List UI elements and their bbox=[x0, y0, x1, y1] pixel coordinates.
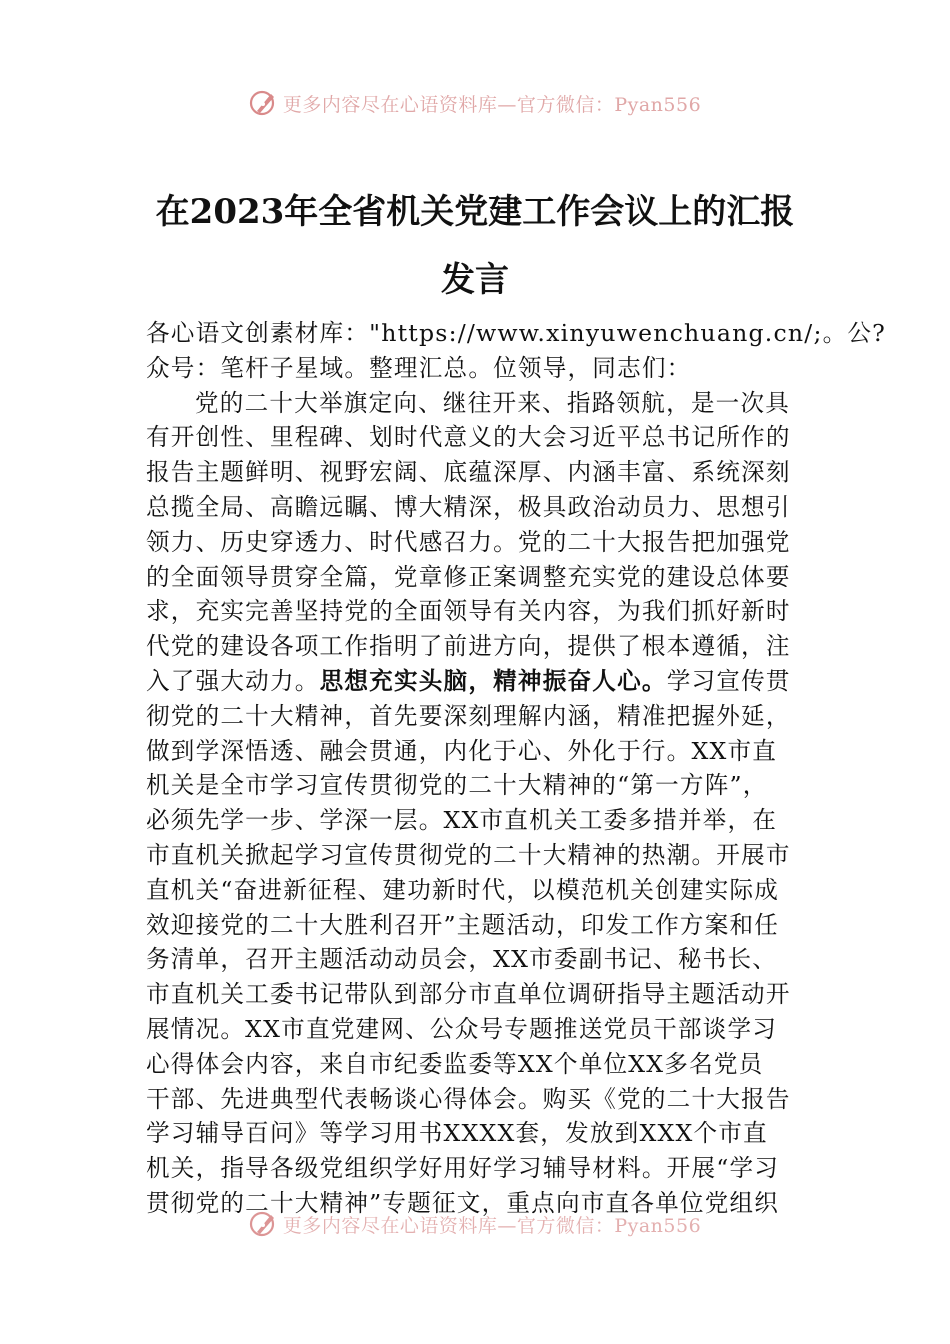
body-line: 做到学深悟透、融会贯通，内化于心、外化于行。XX市直 bbox=[146, 736, 778, 765]
body-line: 贯彻党的二十大精神”专题征文，重点向市直各单位党组织 bbox=[146, 1188, 780, 1217]
header-watermark bbox=[0, 83, 950, 123]
pen-nib-logo-icon bbox=[249, 1209, 279, 1239]
body-line: 机关，指导各级党组织学好用好学习辅导材料。开展“学习 bbox=[146, 1154, 780, 1183]
document-body bbox=[146, 316, 887, 1217]
body-line: 干部、先进典型代表畅谈心得体会。购买《党的二十大报告 bbox=[146, 1084, 791, 1113]
body-line: 必须先学一步、学深一层。XX市直机关工委多措并举，在 bbox=[146, 806, 778, 835]
inline-bold-heading: 思想充实头脑，精神振奋人心。 bbox=[319, 666, 667, 695]
body-line: 报告主题鲜明、视野宏阔、底蕴深厚、内涵丰富、系统深刻 bbox=[146, 458, 791, 487]
body-line: 机关是全市学习宣传贯彻党的二十大精神的“第一方阵”， bbox=[146, 771, 768, 800]
body-line: 领力、历史穿透力、时代感召力。党的二十大报告把加强党 bbox=[146, 527, 791, 556]
body-line: 务清单，召开主题活动动员会，XX市委副书记、秘书长、 bbox=[146, 945, 778, 974]
body-line: 心得体会内容，来自市纪委监委等XX个单位XX多名党员 bbox=[146, 1049, 764, 1078]
body-line: 总揽全局、高瞻远瞩、博大精深，极具政治动员力、思想引 bbox=[146, 492, 791, 521]
pen-nib-logo-icon bbox=[249, 88, 279, 118]
body-line: 有开创性、里程碑、划时代意义的大会习近平总书记所作的 bbox=[146, 423, 791, 452]
body-line: 代党的建设各项工作指明了前进方向，提供了根本遵循，注 bbox=[146, 632, 791, 661]
body-line: 市直机关工委书记带队到部分市直单位调研指导主题活动开 bbox=[146, 980, 791, 1009]
title-line-2: 发言 bbox=[441, 260, 509, 300]
watermark-text: 更多内容尽在心语资料库—官方微信：Pyan556 bbox=[282, 93, 702, 116]
body-line-tail: 学习宣传贯 bbox=[666, 666, 791, 695]
body-line-start: 入了强大动力。 bbox=[146, 666, 320, 695]
body-line: 效迎接党的二十大胜利召开”主题活动，印发工作方案和任 bbox=[146, 910, 780, 939]
document-title bbox=[130, 178, 820, 314]
body-line: 直机关“奋进新征程、建功新时代，以模范机关创建实际成 bbox=[146, 875, 780, 904]
body-line-with-heading bbox=[146, 664, 810, 699]
body-line: 彻党的二十大精神，首先要深刻理解内涵，精准把握外延， bbox=[146, 701, 791, 730]
paragraph-start-line: 党的二十大举旗定向、继往开来、指路领航，是一次具 bbox=[195, 388, 791, 417]
body-line: 各心语文创素材库："https://www.xinyuwenchuang.cn/;。公? bbox=[146, 319, 887, 347]
watermark-text: 更多内容尽在心语资料库—官方微信：Pyan556 bbox=[282, 1214, 702, 1237]
body-line: 的全面领导贯穿全篇，党章修正案调整充实党的建设总体要 bbox=[146, 562, 791, 591]
body-line: 市直机关掀起学习宣传贯彻党的二十大精神的热潮。开展市 bbox=[146, 840, 791, 869]
body-line: 众号：笔杆子星域。整理汇总。位领导，同志们： bbox=[146, 353, 692, 382]
body-line: 求，充实完善坚持党的全面领导有关内容，为我们抓好新时 bbox=[146, 597, 791, 626]
body-line: 展情况。XX市直党建网、公众号专题推送党员干部谈学习 bbox=[146, 1014, 778, 1043]
footer-watermark bbox=[0, 1204, 950, 1244]
body-line: 学习辅导百问》等学习用书XXXX套，发放到XXX个市直 bbox=[146, 1119, 768, 1148]
title-line-1: 在2023年全省机关党建工作会议上的汇报 bbox=[155, 192, 795, 232]
